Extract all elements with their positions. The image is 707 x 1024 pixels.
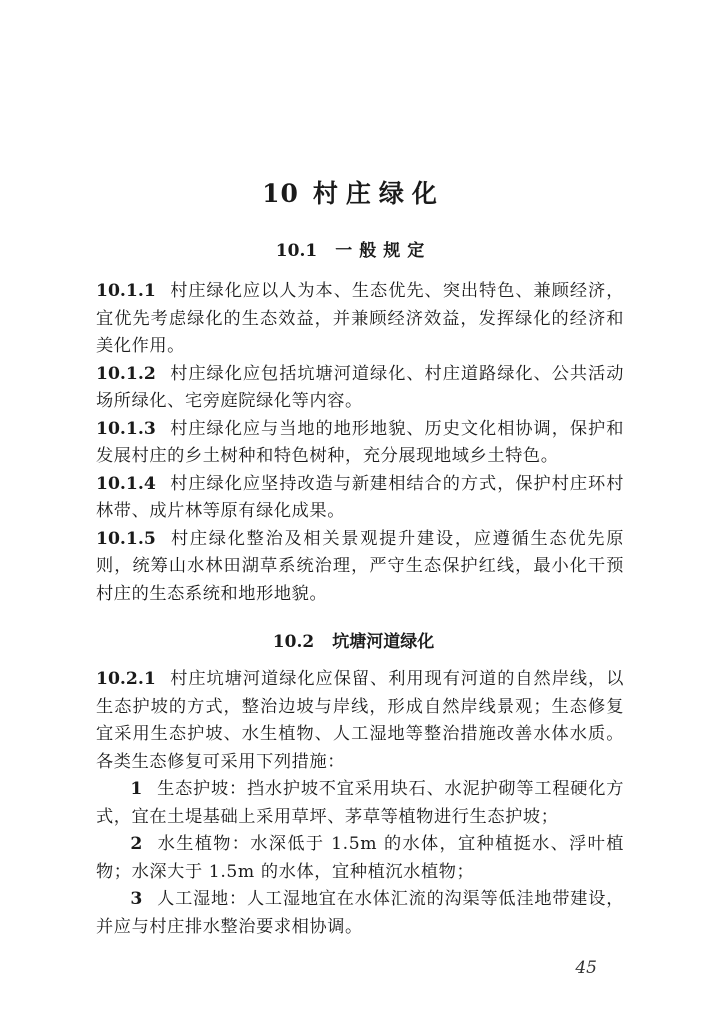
clause-number: 10.1.1 bbox=[96, 281, 156, 301]
clause-10-1-2 bbox=[96, 361, 624, 416]
chapter-title-text: 村庄绿化 bbox=[312, 179, 445, 208]
section-10-1-body bbox=[96, 278, 624, 608]
clause-text: 村庄绿化应包括坑塘河道绿化、村庄道路绿化、公共活动场所绿化、宅旁庭院绿化等内容。 bbox=[96, 363, 624, 411]
clause-10-1-3 bbox=[96, 416, 624, 471]
section-title-text: 坑塘河道绿化 bbox=[332, 632, 435, 652]
page-number: 45 bbox=[575, 958, 597, 978]
clause-10-1-1 bbox=[96, 278, 624, 361]
clause-number: 10.1.3 bbox=[96, 418, 156, 439]
list-item bbox=[96, 886, 624, 941]
section-10-2-body bbox=[96, 666, 624, 941]
clause-number: 10.1.5 bbox=[96, 528, 156, 549]
clause-text: 村庄绿化应以人为本、生态优先、突出特色、兼顾经济，宜优先考虑绿化的生态效益，并兼顾经济效益，发挥绿化的经济和美化作用。 bbox=[96, 281, 624, 356]
list-item bbox=[96, 831, 624, 886]
clause-text: 村庄绿化应坚持改造与新建相结合的方式，保护村庄环村林带、成片林等原有绿化成果。 bbox=[96, 473, 624, 521]
clause-text: 村庄绿化应与当地的地形地貌、历史文化相协调，保护和发展村庄的乡土树种和特色树种，充分展现地域乡土特色。 bbox=[96, 418, 624, 466]
section-number: 10.1 bbox=[275, 241, 318, 261]
item-number: 2 bbox=[130, 834, 143, 854]
list-item bbox=[96, 776, 624, 831]
clause-text: 村庄绿化整治及相关景观提升建设，应遵循生态优先原则，统筹山水林田湖草系统治理，严守生态保护红线，最小化干预村庄的生态系统和地形地貌。 bbox=[96, 528, 624, 604]
section-number: 10.2 bbox=[272, 632, 315, 652]
section-title-text: 一般规定 bbox=[335, 241, 432, 261]
clause-number: 10.1.4 bbox=[96, 473, 156, 494]
clause-number: 10.1.2 bbox=[96, 363, 156, 384]
clause-10-1-5 bbox=[96, 526, 624, 609]
chapter-title bbox=[0, 174, 707, 210]
item-text: 水生植物：水深低于 1.5m 的水体，宜种植挺水、浮叶植物；水深大于 1.5m 的水体，宜种植沉水植物； bbox=[96, 834, 624, 882]
clause-text: 村庄坑塘河道绿化应保留、利用现有河道的自然岸线，以生态护坡的方式，整治边坡与岸线，形成自然岸线景观；生态修复宜采用生态护坡、水生植物、人工湿地等整治措施改善水体水质。各类生态修复可采用下列措施： bbox=[96, 669, 624, 772]
clause-10-1-4 bbox=[96, 471, 624, 526]
item-text: 人工湿地：人工湿地宜在水体汇流的沟渠等低洼地带建设，并应与村庄排水整治要求相协调。 bbox=[96, 889, 624, 937]
section-heading-10-1 bbox=[0, 236, 707, 261]
clause-10-2-1 bbox=[96, 666, 624, 776]
item-number: 3 bbox=[130, 889, 143, 909]
chapter-number: 10 bbox=[262, 179, 299, 208]
item-number: 1 bbox=[130, 779, 143, 799]
clause-number: 10.2.1 bbox=[96, 669, 156, 689]
item-text: 生态护坡：挡水护坡不宜采用块石、水泥护砌等工程硬化方式，宜在土堤基础上采用草坪、茅草等植物进行生态护坡； bbox=[96, 779, 624, 827]
section-heading-10-2 bbox=[0, 627, 707, 652]
